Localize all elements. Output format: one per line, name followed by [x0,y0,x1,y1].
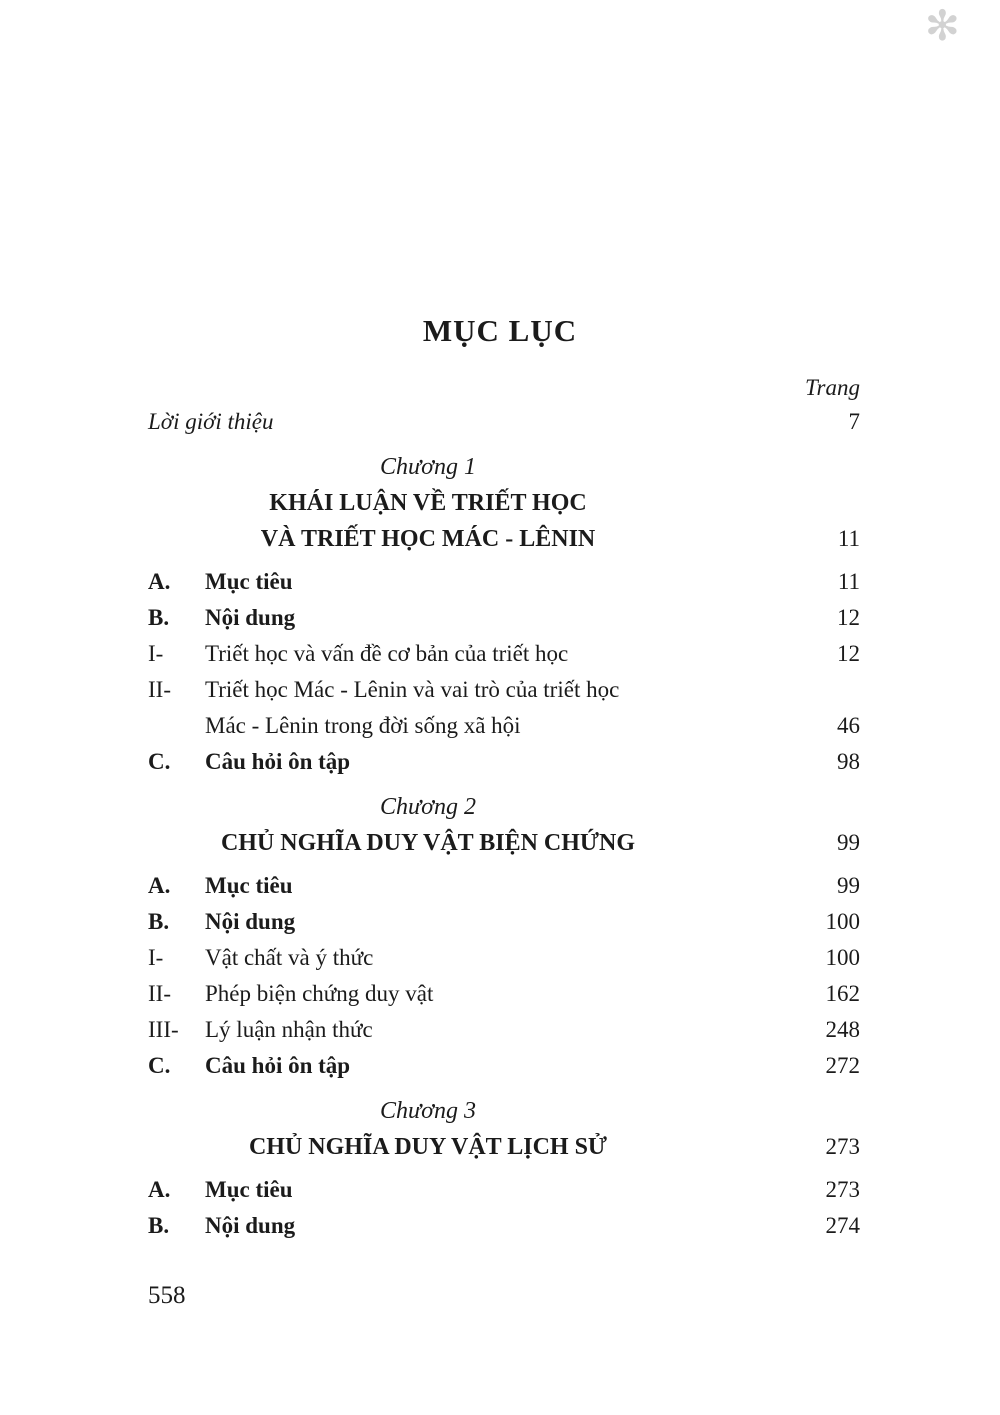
entry-marker: A. [148,569,171,594]
chapter-2-title-line1 [148,825,860,861]
entry-page: 248 [825,1017,860,1042]
entry-label: Mục tiêu [205,1177,293,1202]
chapter-1-title-line1 [148,485,860,521]
entry-page: 99 [837,830,860,855]
toc-content [148,372,860,1244]
entry-label: Mục tiêu [205,569,293,594]
entry-page: 100 [825,945,860,970]
chapter-label: Chương 1 [380,454,476,480]
entry-label: Triết học Mác - Lênin và vai trò của triết học [205,677,620,702]
entry-marker: C. [148,1053,171,1078]
entry-label: Mục tiêu [205,873,293,898]
entry-label: Nội dung [205,909,296,934]
entry-marker: I- [148,945,164,970]
entry-marker: B. [148,909,170,934]
entry-page: 273 [825,1177,860,1202]
toc-entry [148,868,860,904]
entry-page: 12 [837,605,860,630]
entry-page: 46 [837,713,860,738]
entry-marker: B. [148,605,170,630]
toc-entry [148,600,860,636]
toc-entry [148,672,860,708]
entry-label: Triết học và vấn đề cơ bản của triết học [205,641,569,666]
chapter-3-title-line1 [148,1129,860,1165]
chapter-2-label-row [148,789,860,825]
entry-label: Mác - Lênin trong đời sống xã hội [205,713,521,738]
entry-marker: B. [148,1213,170,1238]
chapter-1-title-line2 [148,521,860,557]
entry-page: 11 [837,526,860,551]
entry-label: Câu hỏi ôn tập [205,749,351,774]
entry-label: Phép biện chứng duy vật [205,981,434,1006]
entry-label: Lý luận nhận thức [205,1017,373,1042]
entry-label: Vật chất và ý thức [205,945,374,970]
chapter-label: Chương 3 [380,1098,476,1124]
entry-label: Nội dung [205,605,296,630]
entry-page: 12 [837,641,860,666]
entry-page: 100 [825,909,860,934]
entry-page: 99 [837,873,860,898]
entry-page: 98 [837,749,860,774]
entry-marker: C. [148,749,171,774]
entry-page: 11 [837,569,860,594]
toc-entry [148,904,860,940]
footer-page-number: 558 [148,1282,186,1309]
entry-label: Nội dung [205,1213,296,1238]
toc-entry [148,1172,860,1208]
toc-entry [148,1208,860,1244]
entry-page: 274 [825,1213,860,1238]
chapter-title: CHỦ NGHĨA DUY VẬT LỊCH SỬ [248,1134,608,1160]
entry-label: Lời giới thiệu [148,409,274,434]
entry-marker: A. [148,1177,171,1202]
entry-marker: II- [148,677,171,702]
toc-entry-continuation [148,708,860,744]
chapter-label: Chương 2 [380,794,476,820]
entry-marker: II- [148,981,171,1006]
entry-page: 7 [848,409,860,434]
flower-asterisk-icon: ✻ [924,4,960,50]
page-column-header-row [148,372,860,404]
page-column-header: Trang [805,375,860,400]
toc-entry-intro [148,404,860,440]
toc-title: MỤC LỤC [422,312,578,348]
chapter-title: VÀ TRIẾT HỌC MÁC - LÊNIN [260,526,596,552]
toc-entry [148,564,860,600]
entry-label: Câu hỏi ôn tập [205,1053,351,1078]
entry-marker: A. [148,873,171,898]
toc-entry [148,976,860,1012]
entry-marker: I- [148,641,164,666]
toc-entry [148,636,860,672]
toc-entry [148,940,860,976]
chapter-3-label-row [148,1093,860,1129]
toc-entry [148,1012,860,1048]
chapter-title: CHỦ NGHĨA DUY VẬT BIỆN CHỨNG [220,830,636,856]
entry-page: 272 [825,1053,860,1078]
toc-entry [148,744,860,780]
entry-marker: III- [148,1017,179,1042]
entry-page: 273 [825,1134,860,1159]
entry-page: 162 [825,981,860,1006]
toc-entry [148,1048,860,1084]
chapter-1-label-row [148,449,860,485]
chapter-title: KHÁI LUẬN VỀ TRIẾT HỌC [269,490,587,516]
